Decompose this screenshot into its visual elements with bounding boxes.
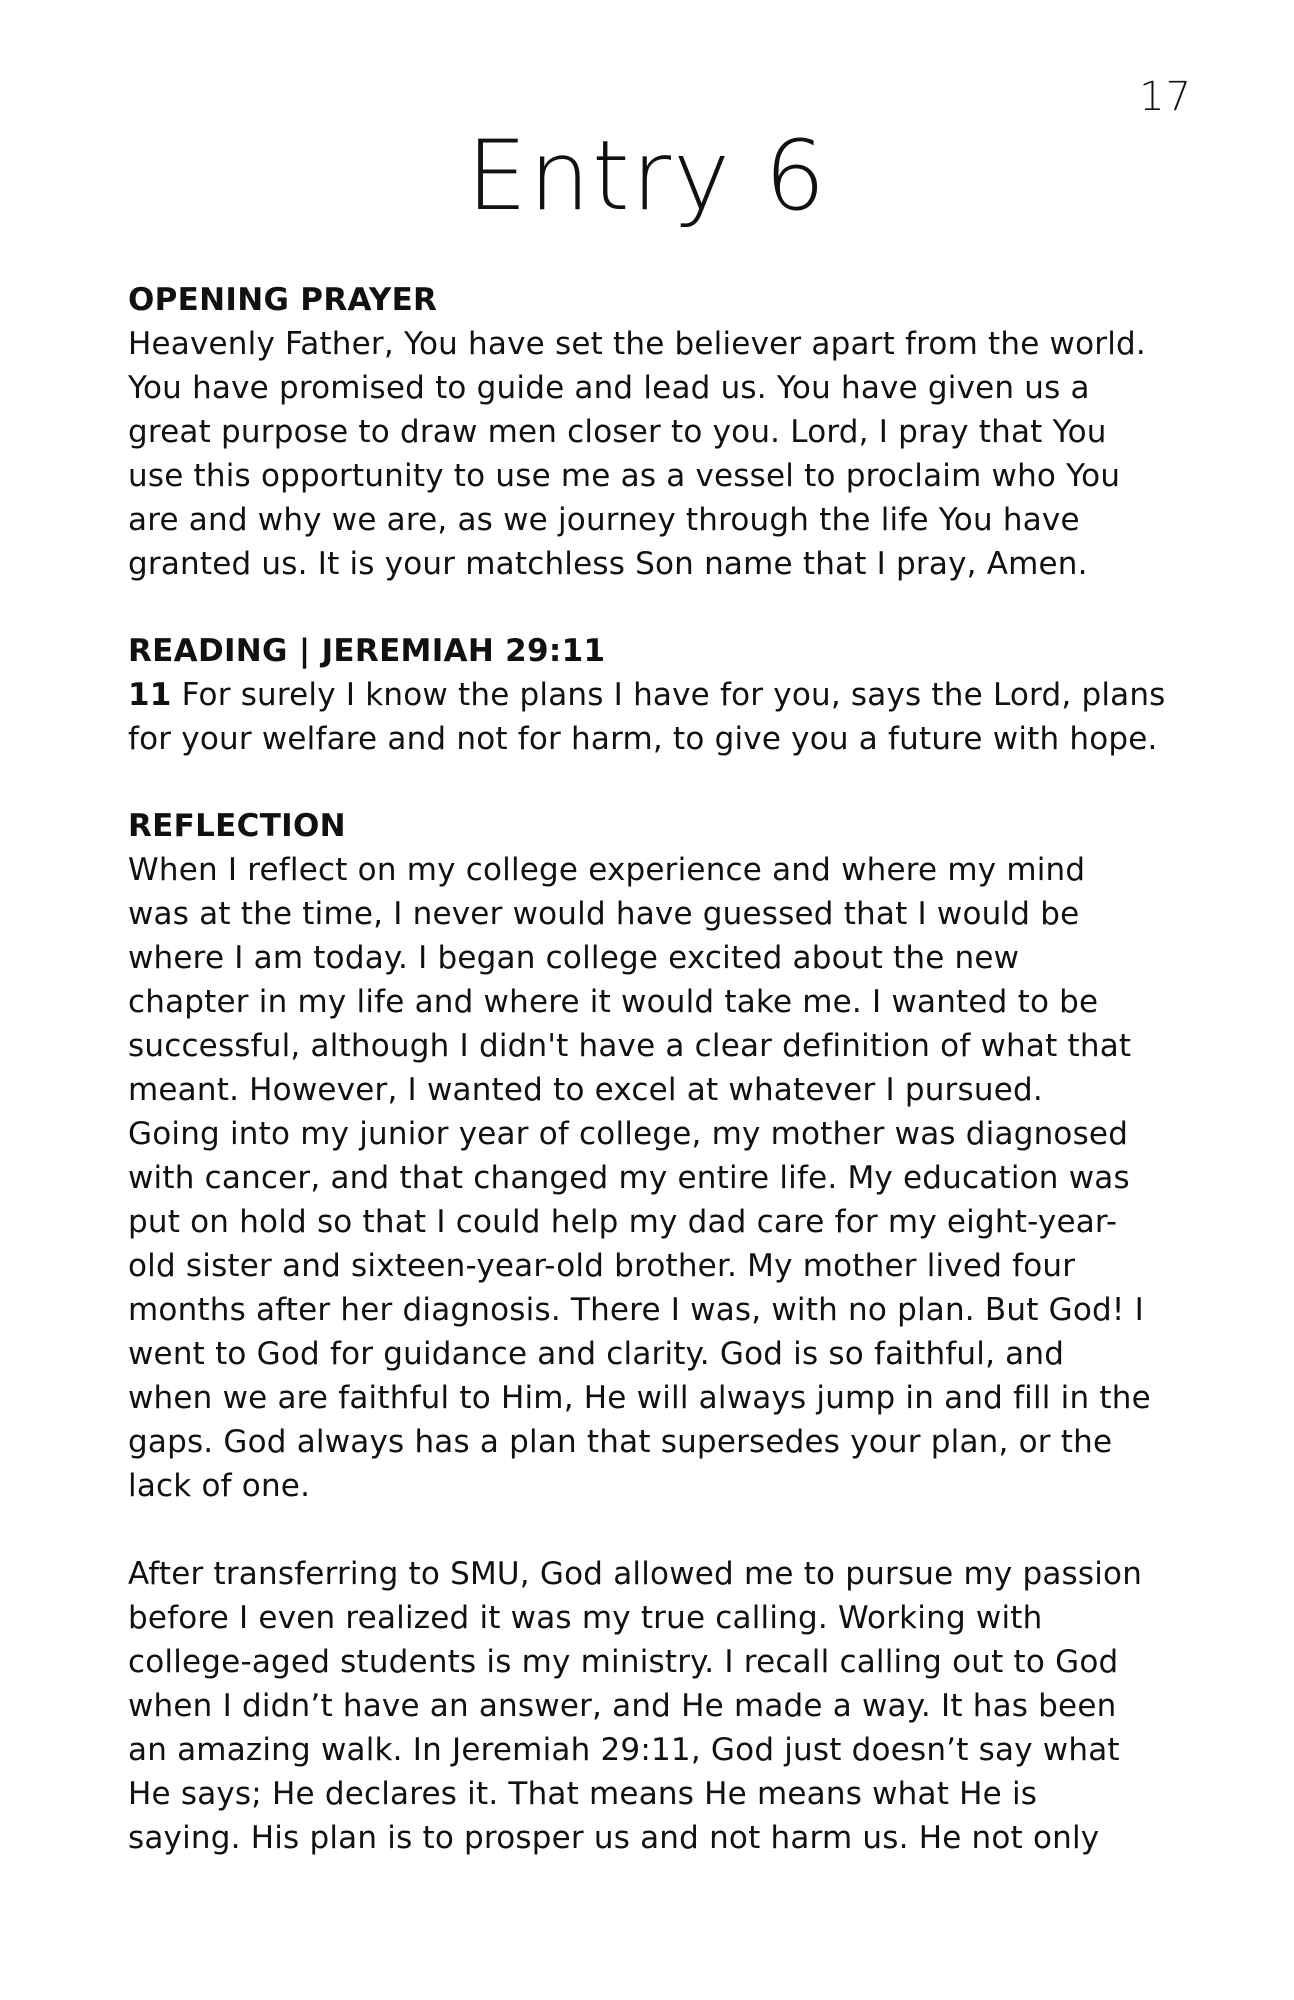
entry-content	[128, 278, 1188, 1903]
page-title: Entry 6	[466, 120, 828, 232]
reading-heading: READING | JEREMIAH 29:11	[128, 633, 606, 669]
verse-number: 11	[128, 677, 172, 713]
page-number: 17	[1139, 74, 1192, 120]
opening-prayer-text: Heavenly Father, You have set the believer apart from the world. You have promised to guide and lead us. You have given us a great purpose to draw men closer to you. Lord, I pray that You use this opportunity to use me as a vessel to proclaim who You are and why we are, as we journey through the life You have granted us. It is your matchless Son name that I pray, Amen.	[128, 326, 1146, 582]
reflection-section	[128, 804, 1188, 1860]
reflection-paragraph-2: After transferring to SMU, God allowed me to pursue my passion before I even realized it was my true calling. Working with college-aged students is my ministry. I recall calling out to God when I didn’t have an answer, and He made a way. It has been an amazing walk. In Jeremiah 29:11, God just doesn’t say what He says; He declares it. That means He means what He is saying. His plan is to prosper us and not harm us. He not only	[128, 1556, 1143, 1856]
reading-section	[128, 629, 1188, 761]
reading-verse	[128, 673, 1188, 761]
reflection-paragraph-1: When I reflect on my college experience and where my mind was at the time, I never would have guessed that I would be where I am today. I began college excited about the new chapter in my life and where it would take me. I wanted to be successful, although I didn't have a clear definition of what that meant. However, I wanted to excel at whatever I pursued. Going into my junior year of college, my mother was diagnosed with cancer, and that changed my entire life. My education was put on hold so that I could help my dad care for my eight-year- old sister and sixteen-year-old brother. My mother lived four months after her diagnosis. There I was, with no plan. But God! I went to God for guidance and clarity. God is so faithful, and when we are faithful to Him, He will always jump in and fill in the gaps. God always has a plan that supersedes your plan, or the lack of one.	[128, 852, 1151, 1504]
opening-prayer-heading: OPENING PRAYER	[128, 282, 438, 318]
opening-prayer-section	[128, 278, 1188, 586]
verse-text: For surely I know the plans I have for you, says the Lord, plans for your welfare and not for harm, to give you a future with hope.	[128, 677, 1166, 757]
reflection-heading: REFLECTION	[128, 808, 346, 844]
